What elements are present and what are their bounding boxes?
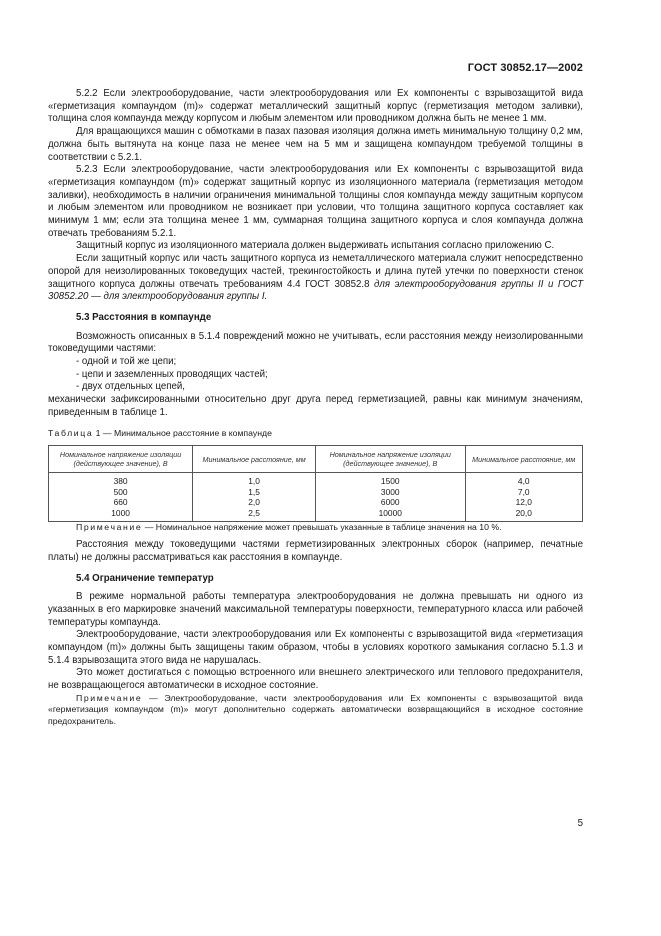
table-caption (48, 427, 583, 440)
table-cell: 1500 (315, 473, 465, 487)
page-number: 5 (577, 818, 583, 829)
paragraph-text: Если защитный корпус или часть защитного корпуса из неметаллического материала служит непосредственно опорой для неизолированных токоведущих частей, трекингостойкость и длина путей утечки по поверхности стенок защитного корпуса должны отвечать требованиям 4.4 ГОСТ 30852.8 (48, 253, 583, 290)
section-note (48, 693, 583, 728)
page-content (48, 88, 583, 727)
paragraph-italic-text: для электрооборудования группы II и ГОСТ 30852.20 — для электрооборудования группы I. (48, 278, 583, 303)
note-word: Примечание (76, 521, 143, 532)
paragraph-pcb: Расстояния между токоведущими частями герметизированных электронных сборок (например, печатные платы) не должны рассматриваться как расстояния в компаунде. (48, 539, 583, 563)
table-caption-word: Таблица (48, 427, 94, 438)
table-cell: 380 (49, 473, 193, 487)
paragraph-nonmetal-enclosure (48, 253, 583, 304)
table-caption-text: 1 — Минимальное расстояние в компаунде (93, 427, 272, 438)
list-item: - двух отдельных цепей, (76, 381, 186, 393)
note-text: — Номинальное напряжение может превышать указанные в таблице значения на 10 %. (142, 521, 502, 532)
table-cell: 20,0 (465, 508, 583, 521)
note-word: Примечание (76, 692, 143, 703)
table-cell: 1,0 (193, 473, 316, 487)
table-cell: 12,0 (465, 497, 583, 508)
circuit-list (48, 356, 583, 394)
table-cell: 10000 (315, 508, 465, 521)
table-row (49, 508, 583, 521)
table-cell: 2,5 (193, 508, 316, 521)
table-cell: 6000 (315, 497, 465, 508)
col-header-voltage: Номинальное напряжение изоляции (действующее значение), В (315, 446, 465, 473)
section-title-5-3: 5.3 Расстояния в компаунде (76, 311, 212, 323)
col-header-distance: Минимальное расстояние, мм (465, 446, 583, 473)
paragraph-rotating-machines: Для вращающихся машин с обмотками в пазах пазовая изоляция должна иметь минимальную толщину 0,2 мм, должна быть вытянута на конце паза не менее чем на 5 мм и защищена компаундом требуемой толщины в соответствии с 5.2.1. (48, 126, 583, 163)
col-header-distance: Минимальное расстояние, мм (193, 446, 316, 473)
table-cell: 500 (49, 487, 193, 498)
col-header-voltage: Номинальное напряжение изоляции (действующее значение), В (49, 446, 193, 473)
table-cell: 660 (49, 497, 193, 508)
table-cell: 1,5 (193, 487, 316, 498)
paragraph-distances: Возможность описанных в 5.1.4 повреждений можно не учитывать, если расстояния между неизолированными токоведущими частями: (48, 330, 583, 355)
table-cell: 2,0 (193, 497, 316, 508)
table-header-row (49, 446, 583, 473)
note-text: — Электрооборудование, части электрооборудования или Ex компоненты с взрывозащитой вида «герметизация компаундом (m)» могут дополнительно содержать автоматически возвращающийся в исходное состояние предохранитель. (48, 692, 583, 726)
standard-number: ГОСТ 30852.17—2002 (467, 62, 583, 74)
table-cell: 4,0 (465, 473, 583, 487)
table-cell: 7,0 (465, 487, 583, 498)
table-cell: 3000 (315, 487, 465, 498)
paragraph-short-circuit: Электрооборудование, части электрооборудования или Ex компоненты с взрывозащитой вида «герметизация компаундом (m)» должны быть защищены таким образом, чтобы в условиях короткого замыкания согласно 5.1.3 и 5.1.4 взрывозащита этого вида не нарушалась. (48, 629, 583, 666)
paragraph-fixed-parts: механически зафиксированными относительно друг друга перед герметизацией, равны как минимум значениям, приведенным в таблице 1. (48, 394, 583, 418)
table-row (49, 473, 583, 487)
paragraph-5-2-3: 5.2.3 Если электрооборудование, части электрооборудования или Ex компоненты с взрывозащитой вида «герметизация компаундом (m)» содержат защитный корпус из изоляционного материала (герметизация методом заливки), необходимость в наличии ограничения минимальной толщины слоя компаунда между защитным корпусом и любым элементом или проводником не возникает при условии, что толщина защитного корпуса составляет как минимум 1 мм; если эта толщина менее 1 мм, суммарная толщина защитного корпуса и слоя компаунда должна отвечать требованиям 5.2.1. (48, 164, 583, 239)
paragraph-5-2-2: 5.2.2 Если электрооборудование, части электрооборудования или Ex компоненты с взрывозащитой вида «герметизация компаундом (m)» содержат металлический защитный корпус (герметизация методом заливки), толщина слоя компаунда между корпусом и любым элементом или проводником должна быть не менее 1 мм. (48, 88, 583, 125)
table-row (49, 497, 583, 508)
paragraph-enclosure-tests: Защитный корпус из изоляционного материала должен выдерживать испытания согласно приложению С. (76, 240, 555, 252)
table-note (48, 522, 583, 534)
list-item: - цепи и заземленных проводящих частей; (76, 368, 268, 380)
list-item: - одной и той же цепи; (76, 356, 177, 368)
table-cell: 1000 (49, 508, 193, 521)
section-title-5-4: 5.4 Ограничение температур (76, 572, 214, 584)
table-row (49, 487, 583, 498)
paragraph-fuse: Это может достигаться с помощью встроенного или внешнего электрического или теплового предохранителя, не возвращающегося автоматически в исходное состояние. (48, 667, 583, 692)
min-distance-table (48, 445, 583, 521)
paragraph-normal-operation: В режиме нормальной работы температура электрооборудования не должна превышать ни одного из указанных в его маркировке значений максимальной температуры поверхности, температурного класса или рабочей температуры компаунда. (48, 591, 583, 628)
